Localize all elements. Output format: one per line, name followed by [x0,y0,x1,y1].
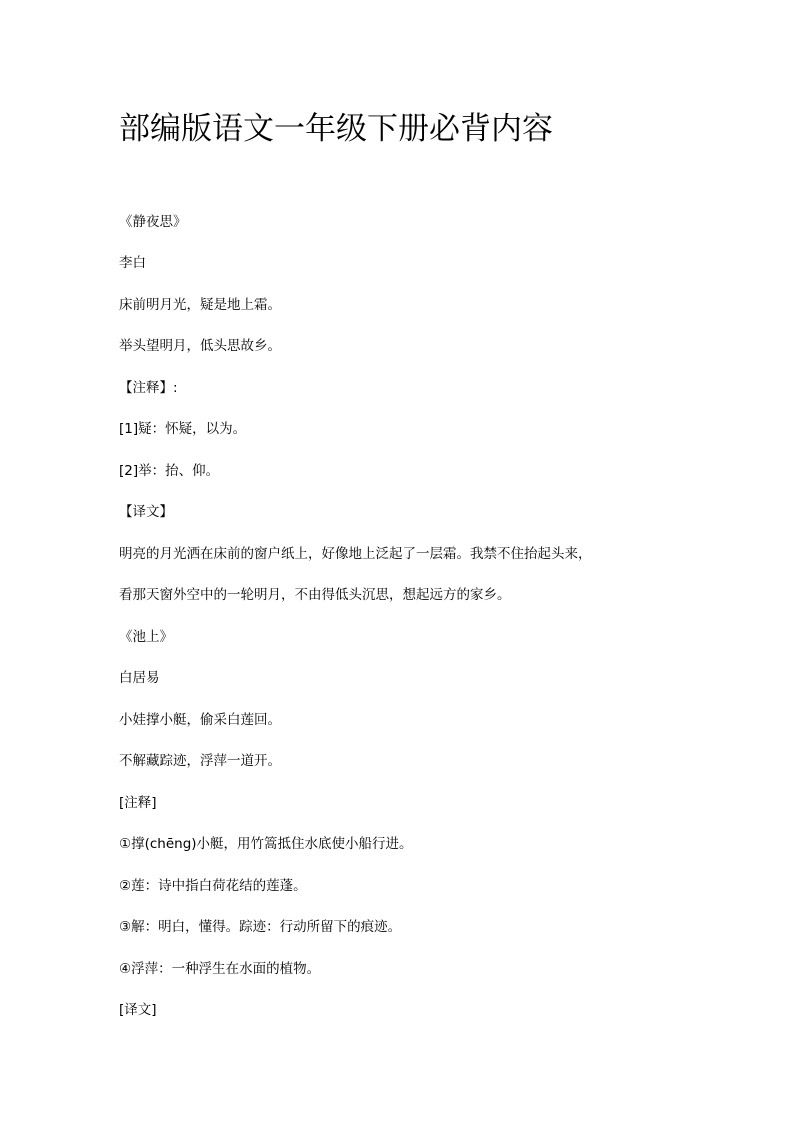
annotation-item: [2]举：抬、仰。 [119,463,220,479]
annotation-item: ②莲：诗中指白荷花结的莲蓬。 [119,878,307,894]
poem-title-jingyesi: 《静夜思》 [119,214,187,230]
poem-line: 床前明月光，疑是地上霜。 [119,297,281,313]
document-title: 部编版语文一年级下册必背内容 [119,111,553,147]
poem-line: 举头望明月，低头思故乡。 [119,338,281,354]
poem-author-libai: 李白 [119,255,146,271]
translation-text: 明亮的月光洒在床前的窗户纸上，好像地上泛起了一层霜。我禁不住抬起头来， [119,546,592,562]
annotation-item: ①撑(chēng)小艇，用竹篙抵住水底使小船行进。 [119,836,413,852]
annotation-heading: [注释] [119,795,157,811]
annotation-heading: 【注释】: [119,380,178,396]
poem-author-baijuyi: 白居易 [119,670,160,686]
poem-line: 不解藏踪迹，浮萍一道开。 [119,753,281,769]
annotation-item: ④浮萍：一种浮生在水面的植物。 [119,961,321,977]
translation-heading: [译文] [119,1002,157,1018]
poem-title-chishang: 《池上》 [119,629,173,645]
translation-heading: 【译文】 [119,504,173,520]
translation-text: 看那天窗外空中的一轮明月，不由得低头沉思，想起远方的家乡。 [119,587,511,603]
annotation-item: ③解：明白，懂得。踪迹：行动所留下的痕迹。 [119,919,402,935]
poem-line: 小娃撑小艇，偷采白莲回。 [119,712,281,728]
annotation-item: [1]疑：怀疑，以为。 [119,421,247,437]
